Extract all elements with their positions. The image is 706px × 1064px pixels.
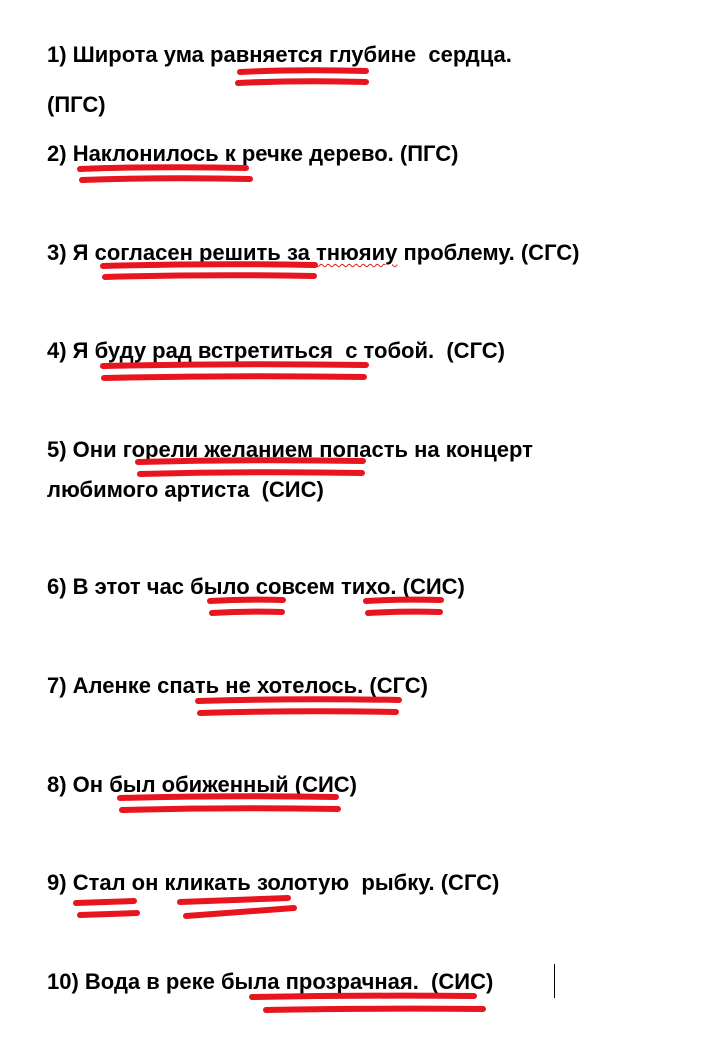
sentence-1-predicate: равняется xyxy=(210,42,323,67)
sentence-1-line-1 xyxy=(47,42,512,68)
sentence-2-line-1 xyxy=(47,141,458,167)
sentence-4-text-b: с тобой. (СГС) xyxy=(332,338,505,363)
sentence-8-text-b: (СИС) xyxy=(288,772,357,797)
underline-4a xyxy=(103,364,366,366)
sentence-3-text-c: проблему. (СГС) xyxy=(397,240,580,265)
underline-6d xyxy=(368,612,440,613)
sentence-6-line-1 xyxy=(47,574,465,600)
underline-9d xyxy=(186,908,294,916)
underline-2b xyxy=(82,178,250,180)
sentence-10-predicate: была прозрачная. xyxy=(220,969,419,994)
underline-7a xyxy=(198,699,399,701)
sentence-7-line-1 xyxy=(47,673,428,699)
underline-10a xyxy=(252,996,474,997)
sentence-3-text-a: 3) Я xyxy=(47,240,95,265)
sentence-6-text-b: (СИС) xyxy=(396,574,465,599)
sentence-3-text-b: за xyxy=(280,240,316,265)
underline-1b xyxy=(238,81,366,83)
sentence-9-predicate: Стал он кликать xyxy=(72,870,251,895)
underline-9c xyxy=(180,898,288,902)
underline-8b xyxy=(122,808,338,810)
sentence-3-misspelled-word: тнюяиу xyxy=(315,240,398,265)
underline-4b xyxy=(104,376,364,378)
sentence-2-text-a: 2) xyxy=(47,141,73,166)
underline-1a xyxy=(240,70,366,72)
sentence-5-text-a: 5) Они xyxy=(47,437,123,462)
sentence-3-line-1 xyxy=(47,240,579,266)
sentence-5-text-b: попасть на концерт xyxy=(313,437,533,462)
underline-2a xyxy=(80,167,246,169)
sentence-4-predicate: буду рад встретиться xyxy=(94,338,333,363)
sentence-2-text-b: к речке дерево. (ПГС) xyxy=(218,141,459,166)
sentence-1-type: (ПГС) xyxy=(47,92,106,117)
underline-6b xyxy=(212,612,282,613)
text-cursor xyxy=(554,964,555,998)
underline-5b xyxy=(140,472,362,474)
sentence-7-predicate: спать не хотелось. xyxy=(157,673,364,698)
underline-7b xyxy=(200,711,396,713)
sentence-10-line-1 xyxy=(47,969,493,995)
sentence-9-line-1 xyxy=(47,870,499,896)
sentence-5-line-2 xyxy=(47,477,324,503)
sentence-5-predicate: горели желанием xyxy=(122,437,314,462)
sentence-10-text-a: 10) Вода в реке xyxy=(47,969,221,994)
sentence-10-text-b: (СИС) xyxy=(418,969,494,994)
sentence-5-text-c: любимого артиста (СИС) xyxy=(47,477,324,502)
sentence-8-text-a: 8) Он xyxy=(47,772,110,797)
sentence-2-predicate: Наклонилось xyxy=(72,141,219,166)
underline-9a xyxy=(76,901,134,903)
sentence-7-text-a: 7) Аленке xyxy=(47,673,158,698)
sentence-6-predicate: было совсем тихо. xyxy=(190,574,397,599)
underline-9b xyxy=(80,913,137,915)
sentence-4-line-1 xyxy=(47,338,505,364)
sentence-1-text-b: глубине сердца. xyxy=(322,42,512,67)
sentence-1-line-2 xyxy=(47,92,106,118)
sentence-8-line-1 xyxy=(47,772,357,798)
sentence-1-text-a: 1) Широта ума xyxy=(47,42,211,67)
sentence-8-predicate: был обиженный xyxy=(109,772,289,797)
sentence-6-text-a: 6) В этот час xyxy=(47,574,191,599)
sentence-7-text-b: (СГС) xyxy=(363,673,428,698)
underline-10b xyxy=(266,1009,483,1010)
sentence-9-text-b: золотую рыбку. (СГС) xyxy=(250,870,500,895)
sentence-4-text-a: 4) Я xyxy=(47,338,95,363)
sentence-3-predicate: согласен решить xyxy=(94,240,281,265)
underline-3b xyxy=(105,275,314,277)
sentence-5-line-1 xyxy=(47,437,533,463)
sentence-9-text-a: 9) xyxy=(47,870,73,895)
